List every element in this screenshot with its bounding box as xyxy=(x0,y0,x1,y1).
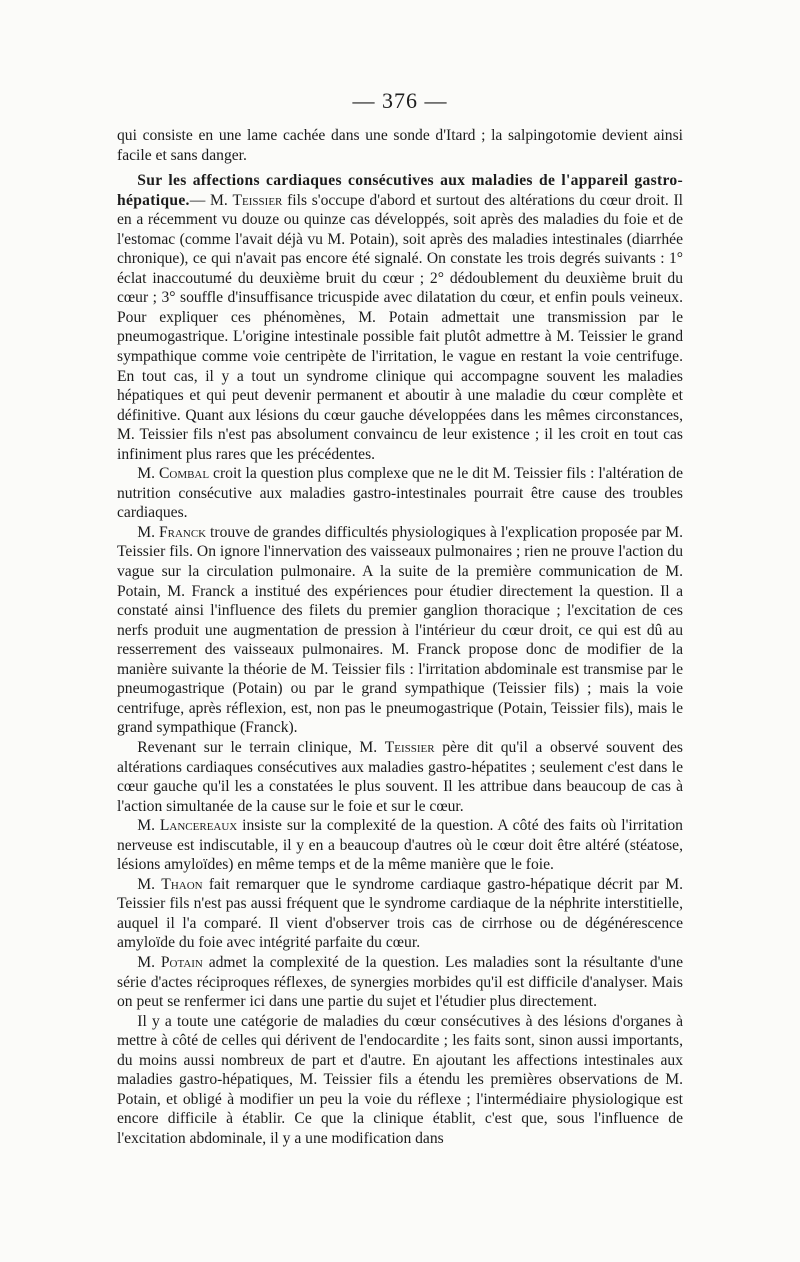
text-run: — M. xyxy=(189,191,233,209)
paragraph xyxy=(117,1012,683,1149)
text-run: Il y a toute une catégorie de maladies du cœur consécutives à des lésions d'organes à mettre à côté de celles qui dérivent de l'endocardite ; les faits sont, sinon aussi importants, du moins aussi nombreux de part et d'autre. En ajoutant les affections intestinales aux maladies gastro-hépatiques, M. Teissier fils a étendu les premières observations de M. Potain, et obligé à modifier un peu la voie du réflexe ; l'intermédiaire physiologique est encore difficile à établir. Ce que la clinique établit, c'est que, sous l'influence de l'excitation abdominale, il y a une modification dans xyxy=(117,1012,683,1147)
text-run: M. xyxy=(137,465,159,483)
text-run: Revenant sur le terrain clinique, M. xyxy=(137,738,385,756)
paragraph xyxy=(117,953,683,1012)
paragraph-continuation xyxy=(117,126,683,165)
author-name: Franck xyxy=(158,523,207,541)
author-name: Potain xyxy=(160,953,203,971)
paragraph xyxy=(117,875,683,953)
text-run: fils s'occupe d'abord et surtout des altérations du cœur droit. Il en a récemment vu douze ou quinze cas développés, soit après des maladies du foie et de l'estomac (comme l'avait déjà vu M. Potain), soit après des maladies intestinales (diarrhée chronique), ce qui n'avait pas encore été signalé. On constate les trois degrés suivants : 1° éclat inaccoutumé du deuxième bruit du cœur ; 2° dédoublement du deuxième bruit du cœur ; 3° souffle d'insuffisance tricuspide avec dilatation du cœur, et enfin pouls veineux. Pour expliquer ces phénomènes, M. Potain admettait une transmission par le pneumogastrique. L'origine intestinale possible fait plutôt admettre à M. Teissier le grand sympathique comme voie centripète de l'irritation, le vague en restant la voie centrifuge. En tout cas, il y a tout un syndrome clinique qui accompagne souvent les maladies hépatiques et qui peut devenir permanent et aboutir à une maladie du cœur complète et définitive. Quant aux lésions du cœur gauche développées dans les mêmes circonstances, M. Teissier fils n'est pas absolument convaincu de leur existence ; il les croit en tout cas infiniment plus rares que les précédentes. xyxy=(117,191,684,463)
text-run: qui consiste en une lame cachée dans une sonde d'Itard ; la salpingotomie devient ainsi facile et sans danger. xyxy=(117,127,683,164)
author-name: Teissier xyxy=(232,191,283,209)
text-run: trouve de grandes difficultés physiologiques à l'explication proposée par M. Teissier fils. On ignore l'innervation des vaisseaux pulmonaires ; rien ne prouve l'action du vague sur la circulation pulmonaire. A la suite de la première communication de M. Potain, M. Franck a institué des expériences pour étudier directement la question. Il a constaté ainsi l'influence des filets du premier ganglion thoracique ; l'excitation de ces nerfs produit une augmentation de pression à l'intérieur du cœur droit, ce qui est dû au resserrement des vaisseaux pulmonaires. M. Franck propose donc de modifier de la manière suivante la théorie de M. Teissier fils : l'irritation abdominale est transmise par le pneumogastrique (Potain) ou par le grand sympathique (Teissier fils) ; mais la voie centrifuge, après réflexion, est, non pas le pneumogastrique (Potain, Teissier fils), mais le grand sympathique (Franck). xyxy=(117,523,683,737)
paragraph xyxy=(117,523,683,738)
paragraph xyxy=(117,816,683,875)
paragraph-section-start xyxy=(117,171,683,464)
text-run: M. xyxy=(137,817,160,835)
text-run: M. xyxy=(137,953,161,971)
body-text xyxy=(117,126,683,1148)
author-name: Thaon xyxy=(161,875,203,893)
page-number: — 376 — xyxy=(352,88,448,113)
text-run: père dit qu'il a observé souvent des altérations cardiaques consécutives aux maladies gastro-hépatites ; seulement c'est dans le cœur gauche qu'il les a constatées le plus souvent. Il les attribue dans beaucoup de cas à l'action simultanée de la cause sur le foie et sur le cœur. xyxy=(117,738,683,815)
section-heading: Sur les affections cardiaques consécutives aux maladies de l'appareil gastro-hépatique. xyxy=(117,172,683,209)
text-run: croit la question plus complexe que ne le dit M. Teissier fils : l'altération de nutrition consécutive aux maladies gastro-intestinales pourrait être cause des troubles cardiaques. xyxy=(117,465,683,522)
author-name: Combal xyxy=(158,465,210,483)
paragraph xyxy=(117,464,683,523)
paragraph xyxy=(117,738,683,816)
text-run: M. xyxy=(137,523,159,541)
text-run: insiste sur la complexité de la question. A côté des faits où l'irritation nerveuse est indiscutable, il y en a beaucoup d'autres où le cœur doit être altéré (stéatose, lésions amyloïdes) en même temps et de la même manière que le foie. xyxy=(117,817,683,874)
author-name: Lancereaux xyxy=(159,817,238,835)
text-run: fait remarquer que le syndrome cardiaque gastro-hépatique décrit par M. Teissier fils n'est pas aussi fréquent que le syndrome cardiaque de la néphrite interstitielle, auquel il l'a comparé. Il vient d'observer trois cas de cirrhose ou de dégénérescence amyloïde du foie avec intégrité parfaite du cœur. xyxy=(117,875,683,952)
text-run: admet la complexité de la question. Les maladies sont la résultante d'une série d'actes réciproques réflexes, de synergies morbides qu'il est difficile d'analyser. Mais on peut se renfermer ici dans une partie du sujet et l'étudier plus directement. xyxy=(117,953,683,1011)
text-run: M. xyxy=(137,875,162,893)
author-name: Teissier xyxy=(384,738,435,756)
